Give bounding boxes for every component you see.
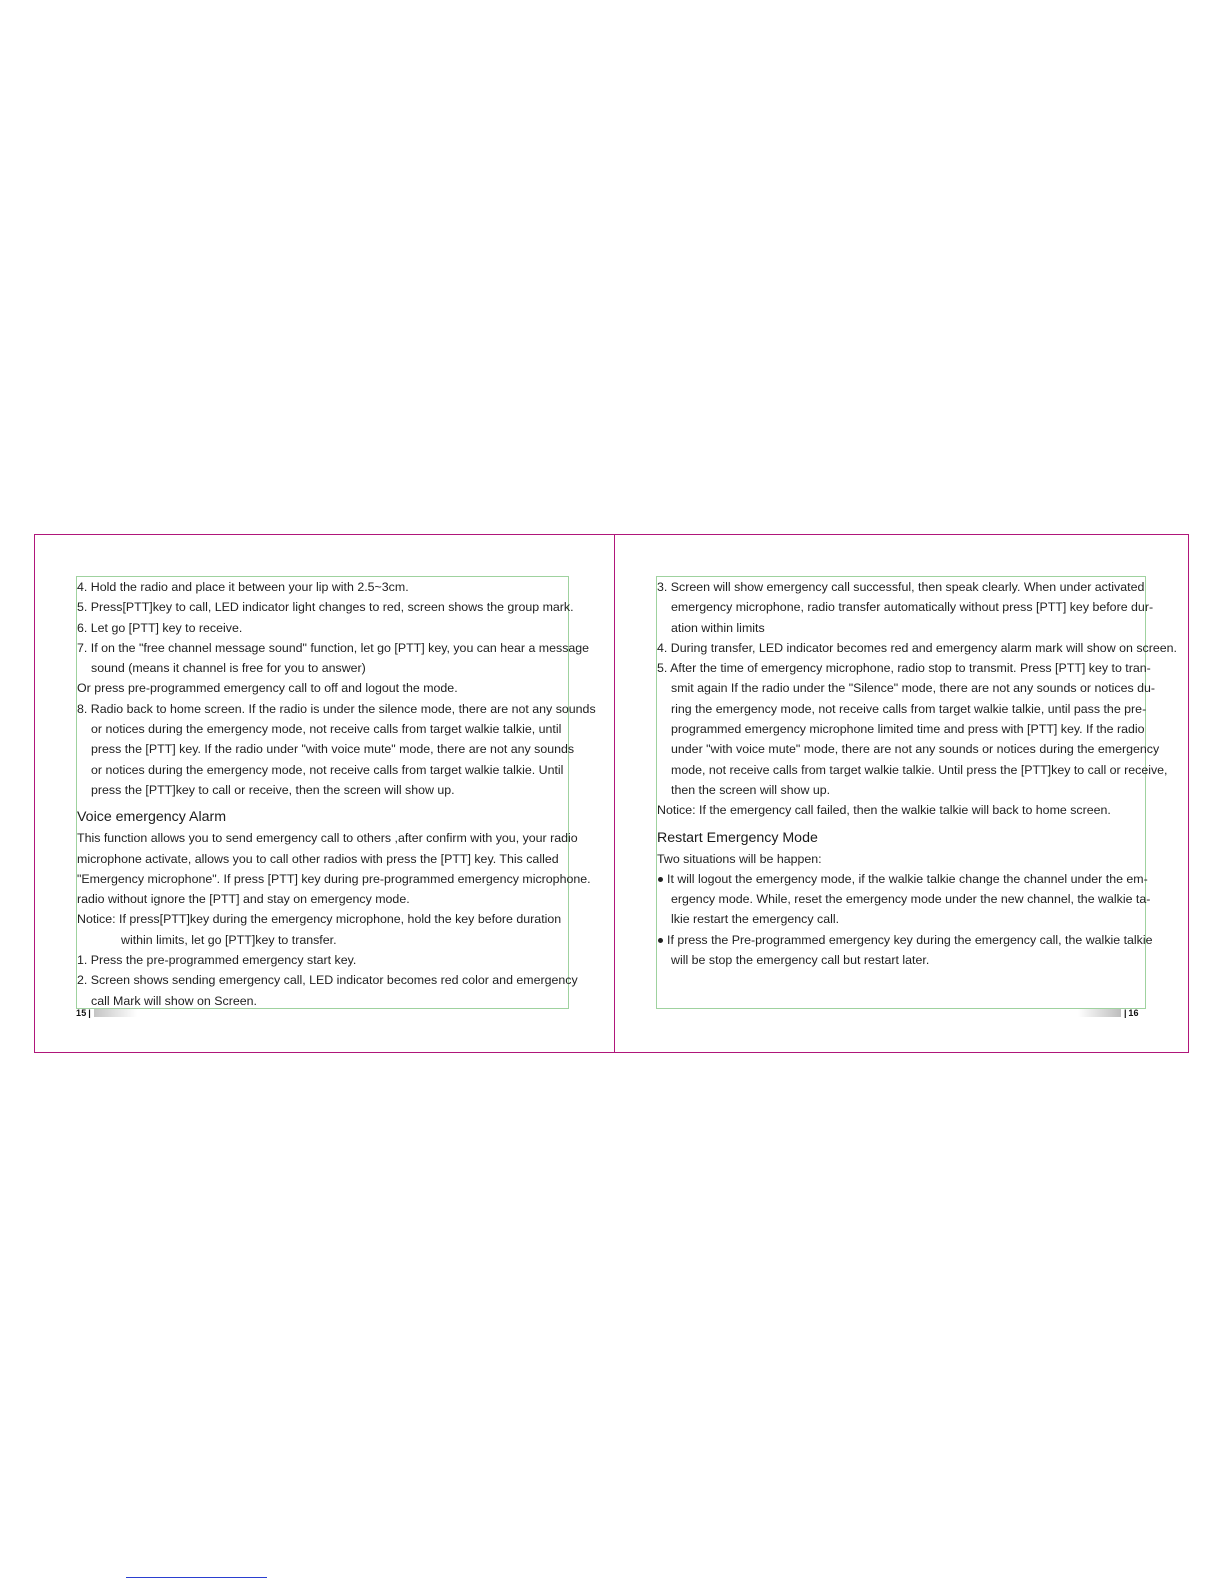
paragraph-line: microphone activate, allows you to call other radios with press the [PTT] key. This called bbox=[77, 851, 559, 866]
step-8-continuation: or notices during the emergency mode, not receive calls from target walkie talkie. Until bbox=[91, 762, 564, 777]
intro-line: Two situations will be happen: bbox=[657, 851, 822, 866]
or-press-line: Or press pre-programmed emergency call to off and logout the mode. bbox=[77, 681, 458, 696]
step-4-line: 4. Hold the radio and place it between your lip with 2.5~3cm. bbox=[77, 580, 409, 594]
step-8-line: 8. Radio back to home screen. If the radio is under the silence mode, there are not any sounds bbox=[77, 701, 596, 716]
step-5-continuation: ring the emergency mode, not receive calls from target walkie talkie, until pass the pre- bbox=[671, 701, 1147, 716]
step-5-line: 5. Press[PTT]key to call, LED indicator light changes to red, screen shows the group mark. bbox=[77, 600, 574, 615]
step-3-continuation: emergency microphone, radio transfer automatically without press [PTT] key before dur- bbox=[671, 600, 1154, 615]
notice-continuation: within limits, let go [PTT]key to transfer. bbox=[121, 932, 337, 947]
step-7-continuation: sound (means it channel is free for you to answer) bbox=[91, 661, 366, 676]
left-page-footer bbox=[76, 1007, 137, 1019]
step-2-line: 2. Screen shows sending emergency call, LED indicator becomes red color and emergency bbox=[77, 973, 578, 988]
left-page-content bbox=[77, 577, 596, 1011]
page-divider bbox=[614, 535, 615, 1052]
footer-gradient-bar bbox=[94, 1009, 137, 1017]
step-5-continuation: mode, not receive calls from target walkie talkie. Until press the [PTT]key to call or receive, bbox=[671, 762, 1168, 777]
step-7-line: 7. If on the "free channel message sound" function, let go [PTT] key, you can hear a message bbox=[77, 640, 590, 655]
footer-gradient-bar bbox=[1078, 1009, 1121, 1017]
page-number-separator: | bbox=[1124, 1008, 1129, 1018]
paragraph-line: This function allows you to send emergency call to others ,after confirm with you, your radio bbox=[77, 831, 578, 846]
notice-line: Notice: If the emergency call failed, then the walkie talkie will back to home screen. bbox=[657, 803, 1111, 818]
step-5-continuation: smit again If the radio under the "Silence" mode, there are not any sounds or notices du- bbox=[671, 681, 1156, 696]
right-page-footer bbox=[1078, 1007, 1139, 1019]
step-5-continuation: programmed emergency microphone limited time and press with [PTT] key. If the radio bbox=[671, 722, 1145, 737]
notice-line: Notice: If press[PTT]key during the emergency microphone, hold the key before duration bbox=[77, 912, 562, 927]
step-6-line: 6. Let go [PTT] key to receive. bbox=[77, 620, 243, 635]
bullet-continuation: will be stop the emergency call but restart later. bbox=[671, 953, 930, 968]
bullet-item: It will logout the emergency mode, if the walkie talkie change the channel under the em- bbox=[657, 869, 1145, 889]
step-8-continuation: press the [PTT]key to call or receive, then the screen will show up. bbox=[91, 782, 455, 797]
paragraph-line: radio without ignore the [PTT] and stay on emergency mode. bbox=[77, 892, 410, 907]
step-5-line: 5. After the time of emergency microphone, radio stop to transmit. Press [PTT] key to tran- bbox=[657, 661, 1151, 676]
page-number-separator: | bbox=[86, 1008, 91, 1018]
left-page-text-frame bbox=[76, 576, 596, 1009]
paragraph-line: "Emergency microphone". If press [PTT] key during pre-programmed emergency microphone. bbox=[77, 871, 591, 886]
step-3-continuation: ation within limits bbox=[671, 620, 765, 635]
bullet-continuation: lkie restart the emergency call. bbox=[671, 912, 840, 927]
right-page-content bbox=[657, 577, 1177, 970]
step-4-line: 4. During transfer, LED indicator becomes red and emergency alarm mark will show on screen. bbox=[657, 640, 1177, 655]
page-number-left: 15 bbox=[76, 1008, 87, 1018]
stray-rule-line bbox=[126, 1577, 267, 1578]
step-5-continuation: under "with voice mute" mode, there are not any sounds or notices during the emergency bbox=[671, 742, 1160, 757]
step-8-continuation: or notices during the emergency mode, not receive calls from target walkie talkie, until bbox=[91, 722, 562, 737]
step-2-continuation: call Mark will show on Screen. bbox=[91, 993, 257, 1008]
section-heading-voice-emergency-alarm: Voice emergency Alarm bbox=[77, 809, 227, 826]
bullet-item: If press the Pre-programmed emergency key during the emergency call, the walkie talkie bbox=[657, 930, 1145, 950]
step-5-continuation: then the screen will show up. bbox=[671, 782, 831, 797]
page-number-right: 16 bbox=[1128, 1008, 1139, 1018]
step-8-continuation: press the [PTT] key. If the radio under "with voice mute" mode, there are not any sounds bbox=[91, 742, 575, 757]
right-page-text-frame bbox=[656, 576, 1177, 1009]
book-spread bbox=[34, 534, 1189, 1053]
step-3-line: 3. Screen will show emergency call successful, then speak clearly. When under activated bbox=[657, 580, 1145, 594]
step-1-line: 1. Press the pre-programmed emergency start key. bbox=[77, 953, 357, 968]
bullet-continuation: ergency mode. While, reset the emergency mode under the new channel, the walkie ta- bbox=[671, 892, 1151, 907]
section-heading-restart-emergency-mode: Restart Emergency Mode bbox=[657, 829, 818, 846]
